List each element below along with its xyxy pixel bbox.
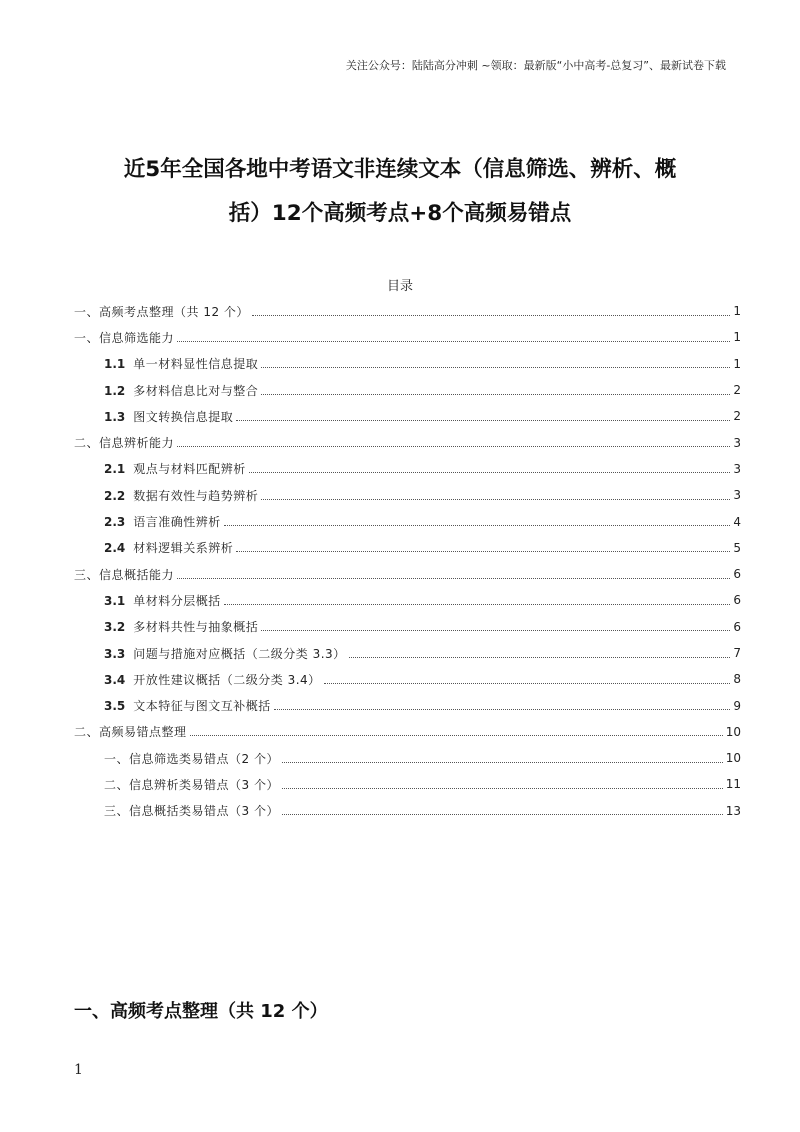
toc-entry-page: 7 [733,646,741,660]
toc-entry[interactable] [74,640,741,666]
toc-entry-page: 13 [725,803,741,818]
toc-entry-page: 1 [733,356,741,371]
toc-entry-label: 3.3 问题与措施对应概括（二级分类 3.3） [104,646,346,661]
toc-dot-leader [224,525,731,526]
toc-entry-page: 3 [733,435,741,450]
toc-entry-page: 5 [733,540,741,555]
toc-entry[interactable] [74,771,741,797]
toc-entry-label: 二、高频易错点整理 [74,725,187,740]
header-promo-note: 关注公众号：陆陆高分冲刺 ~领取：最新版“小中高考-总复习”、最新试卷下载 [345,59,726,72]
toc-entry-page: 8 [733,672,741,687]
toc-entry-label: 一、高频考点整理（共 12 个） [74,304,249,319]
toc-dot-leader [224,604,731,605]
toc-dot-leader [261,630,730,631]
toc-entry-page: 6 [733,619,741,634]
toc-entry-label: 1.1 单一材料显性信息提取 [104,357,259,372]
toc-dot-leader [190,735,723,736]
toc-dot-leader [261,394,730,395]
toc-entry-page: 2 [733,409,741,424]
toc-entry[interactable] [74,324,741,350]
toc-entry-page: 1 [733,330,741,345]
toc-entry-page: 4 [733,514,741,529]
document-title-line-2: 括）12个高频考点+8个高频易错点 [228,201,572,226]
table-of-contents [74,298,741,824]
toc-entry[interactable] [74,745,741,771]
toc-entry[interactable] [74,666,741,692]
toc-entry-page: 1 [733,304,741,319]
toc-entry-label: 三、信息概括类易错点（3 个） [104,804,279,819]
toc-entry-label: 二、信息辨析能力 [74,436,175,451]
toc-entry-label: 2.2 数据有效性与趋势辨析 [104,488,259,503]
toc-entry[interactable] [74,798,741,824]
toc-entry[interactable] [74,482,741,508]
toc-entry-label: 3.2 多材料共性与抽象概括 [104,620,259,635]
toc-entry-label: 1.2 多材料信息比对与整合 [104,383,259,398]
toc-entry-label: 2.3 语言准确性辨析 [104,515,221,530]
toc-entry-page: 6 [733,567,741,582]
toc-entry-page: 2 [733,383,741,398]
toc-entry[interactable] [74,692,741,718]
toc-entry[interactable] [74,508,741,534]
toc-entry-page: 10 [725,751,741,766]
toc-entry-label: 三、信息概括能力 [74,567,175,582]
toc-dot-leader [324,683,731,684]
toc-entry[interactable] [74,456,741,482]
document-title-line-1: 近5年全国各地中考语文非连续文本（信息筛选、辨析、概 [123,157,677,182]
toc-dot-leader [261,499,730,500]
toc-dot-leader [349,657,731,658]
toc-heading: 目录 [386,279,413,294]
toc-dot-leader [252,315,730,316]
toc-entry-label: 3.4 开放性建议概括（二级分类 3.4） [104,672,321,687]
document-title [60,148,740,236]
toc-entry[interactable] [74,719,741,745]
toc-entry[interactable] [74,403,741,429]
toc-entry[interactable] [74,377,741,403]
toc-entry-label: 一、信息筛选类易错点（2 个） [104,751,279,766]
section-heading: 一、高频考点整理（共 12 个） [74,1001,328,1022]
toc-entry[interactable] [74,614,741,640]
toc-entry-page: 3 [733,461,741,476]
toc-entry-page: 3 [733,488,741,503]
toc-dot-leader [236,420,730,421]
toc-entry[interactable] [74,535,741,561]
toc-dot-leader [177,446,730,447]
toc-entry[interactable] [74,587,741,613]
toc-entry-page: 10 [725,724,741,739]
toc-entry[interactable] [74,298,741,324]
toc-dot-leader [177,578,730,579]
toc-dot-leader [236,551,730,552]
toc-entry-label: 1.3 图文转换信息提取 [104,409,234,424]
page-number: 1 [74,1062,83,1078]
toc-entry-label: 3.5 文本特征与图文互补概括 [104,699,271,714]
toc-entry-label: 2.1 观点与材料匹配辨析 [104,462,246,477]
toc-dot-leader [177,341,730,342]
toc-entry-page: 9 [733,698,741,713]
toc-dot-leader [282,814,723,815]
toc-entry[interactable] [74,561,741,587]
toc-dot-leader [249,472,731,473]
toc-dot-leader [261,367,730,368]
toc-entry-label: 2.4 材料逻辑关系辨析 [104,541,234,556]
toc-entry-page: 6 [733,593,741,608]
toc-entry[interactable] [74,351,741,377]
toc-entry-label: 3.1 单材料分层概括 [104,593,221,608]
toc-entry-label: 二、信息辨析类易错点（3 个） [104,777,279,792]
toc-entry[interactable] [74,429,741,455]
toc-entry-page: 11 [725,777,741,792]
toc-dot-leader [274,709,731,710]
toc-dot-leader [282,788,723,789]
toc-dot-leader [282,762,723,763]
toc-entry-label: 一、信息筛选能力 [74,330,175,345]
